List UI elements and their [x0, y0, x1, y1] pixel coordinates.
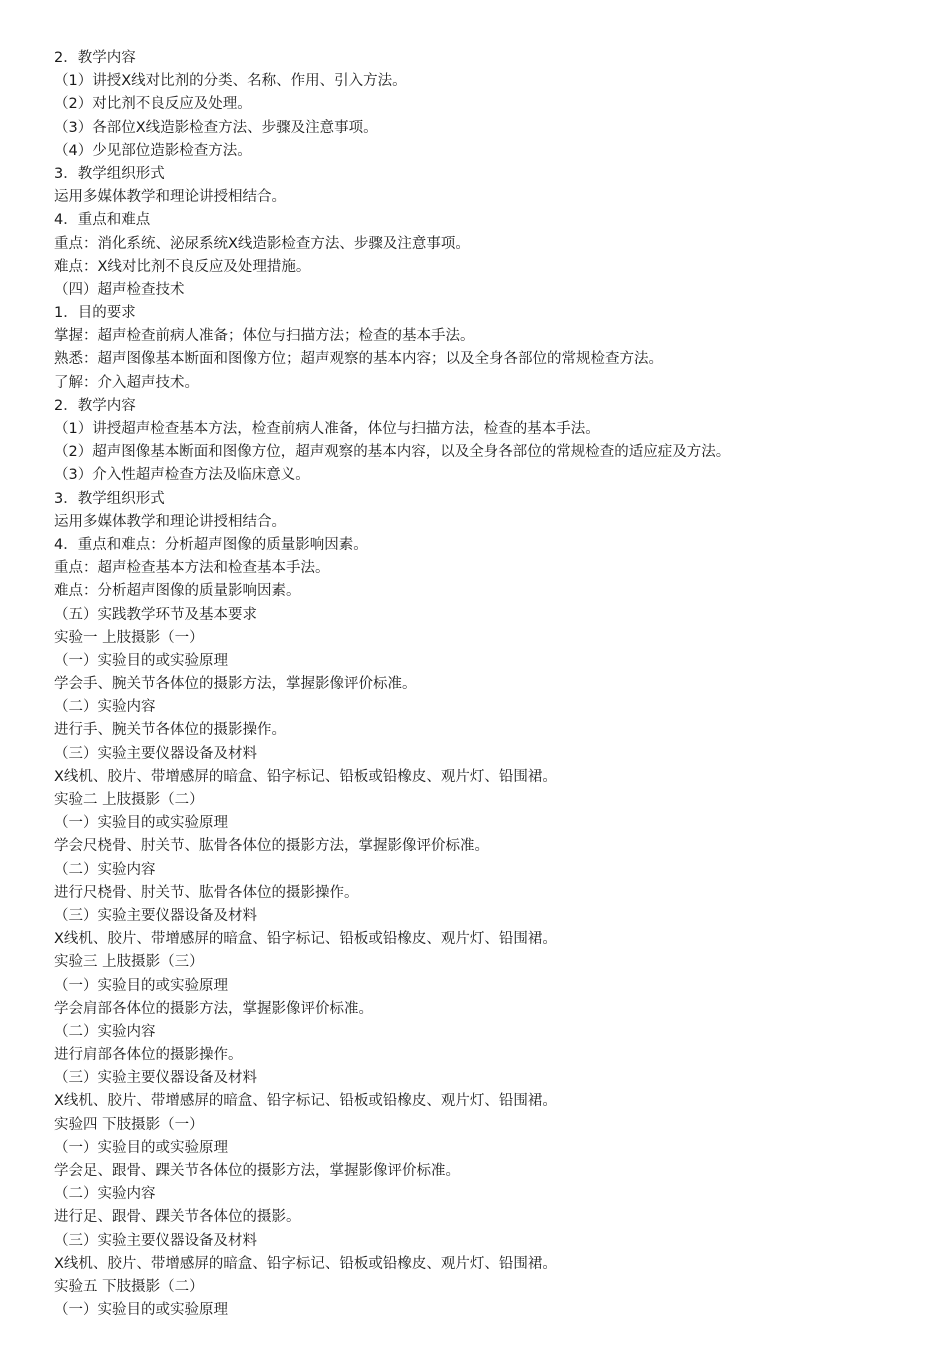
text-line: 难点：分析超声图像的质量影响因素。: [54, 583, 301, 600]
text-line: 4．重点和难点: [54, 212, 151, 229]
text-line: （二）实验内容: [54, 1186, 156, 1203]
text-line: 进行肩部各体位的摄影操作。: [54, 1047, 243, 1064]
text-line: （三）实验主要仪器设备及材料: [54, 745, 257, 762]
text-line: （1）讲授X线对比剂的分类、名称、作用、引入方法。: [54, 73, 407, 90]
text-line: 实验三 上肢摄影（三）: [54, 954, 204, 971]
text-line: （一）实验目的或实验原理: [54, 815, 228, 832]
text-line: 熟悉：超声图像基本断面和图像方位；超声观察的基本内容；以及全身各部位的常规检查方法。: [54, 351, 663, 368]
text-line: （一）实验目的或实验原理: [54, 1302, 228, 1319]
text-line: 学会肩部各体位的摄影方法，掌握影像评价标准。: [54, 1000, 373, 1017]
text-line: 实验二 上肢摄影（二）: [54, 792, 204, 808]
text-line: （一）实验目的或实验原理: [54, 1139, 228, 1156]
text-line: 实验五 下肢摄影（二）: [54, 1278, 204, 1295]
text-line: 3．教学组织形式: [54, 490, 165, 507]
text-line: （二）实验内容: [54, 699, 156, 716]
text-line: 进行手、腕关节各体位的摄影操作。: [54, 722, 286, 739]
text-line: 进行足、跟骨、踝关节各体位的摄影。: [54, 1209, 301, 1226]
text-line: （2）超声图像基本断面和图像方位，超声观察的基本内容，以及全身各部位的常规检查的适应症及方法。: [54, 444, 731, 461]
text-line: （三）实验主要仪器设备及材料: [54, 1070, 257, 1087]
text-line: 进行尺桡骨、肘关节、肱骨各体位的摄影操作。: [54, 884, 359, 901]
text-line: （五）实践教学环节及基本要求: [54, 606, 257, 623]
text-line: 实验一 上肢摄影（一）: [54, 629, 204, 646]
text-line: 4．重点和难点：分析超声图像的质量影响因素。: [54, 536, 368, 553]
text-line: 了解：介入超声技术。: [54, 374, 199, 391]
text-line: （2）对比剂不良反应及处理。: [54, 96, 252, 113]
text-line: 学会足、跟骨、踝关节各体位的摄影方法，掌握影像评价标准。: [54, 1163, 460, 1179]
text-line: 学会手、腕关节各体位的摄影方法，掌握影像评价标准。: [54, 676, 417, 693]
text-line: （三）实验主要仪器设备及材料: [54, 907, 257, 924]
text-line: 难点：X线对比剂不良反应及处理措施。: [54, 258, 311, 275]
text-line: X线机、胶片、带增感屏的暗盒、铅字标记、铅板或铅橡皮、观片灯、铅围裙。: [54, 1093, 557, 1110]
text-line: X线机、胶片、带增感屏的暗盒、铅字标记、铅板或铅橡皮、观片灯、铅围裙。: [54, 1255, 557, 1272]
text-line: 2．教学内容: [54, 397, 136, 414]
text-line: 2．教学内容: [54, 50, 136, 66]
text-line: （4）少见部位造影检查方法。: [54, 142, 252, 159]
text-line: （四）超声检查技术: [54, 281, 185, 298]
text-line: 运用多媒体教学和理论讲授相结合。: [54, 513, 286, 530]
text-line: （3）各部位X线造影检查方法、步骤及注意事项。: [54, 119, 378, 136]
text-line: 实验四 下肢摄影（一）: [54, 1116, 204, 1133]
text-line: X线机、胶片、带增感屏的暗盒、铅字标记、铅板或铅橡皮、观片灯、铅围裙。: [54, 768, 557, 785]
text-line: 重点：超声检查基本方法和检查基本手法。: [54, 560, 330, 577]
text-line: （3）介入性超声检查方法及临床意义。: [54, 467, 310, 484]
text-line: 1．目的要求: [54, 305, 136, 322]
text-line: 3．教学组织形式: [54, 165, 165, 182]
text-line: （一）实验目的或实验原理: [54, 977, 228, 994]
text-line: 掌握：超声检查前病人准备；体位与扫描方法；检查的基本手法。: [54, 328, 475, 345]
text-line: （1）讲授超声检查基本方法，检查前病人准备，体位与扫描方法，检查的基本手法。: [54, 421, 600, 437]
text-line: （一）实验目的或实验原理: [54, 652, 228, 669]
text-line: 重点：消化系统、泌尿系统X线造影检查方法、步骤及注意事项。: [54, 235, 470, 252]
text-line: 运用多媒体教学和理论讲授相结合。: [54, 189, 286, 206]
document-body: [54, 47, 934, 1322]
text-line: （二）实验内容: [54, 1023, 156, 1040]
text-line: （二）实验内容: [54, 861, 156, 878]
text-line: （三）实验主要仪器设备及材料: [54, 1232, 257, 1249]
text-line: X线机、胶片、带增感屏的暗盒、铅字标记、铅板或铅橡皮、观片灯、铅围裙。: [54, 931, 557, 948]
text-line: 学会尺桡骨、肘关节、肱骨各体位的摄影方法，掌握影像评价标准。: [54, 838, 489, 855]
